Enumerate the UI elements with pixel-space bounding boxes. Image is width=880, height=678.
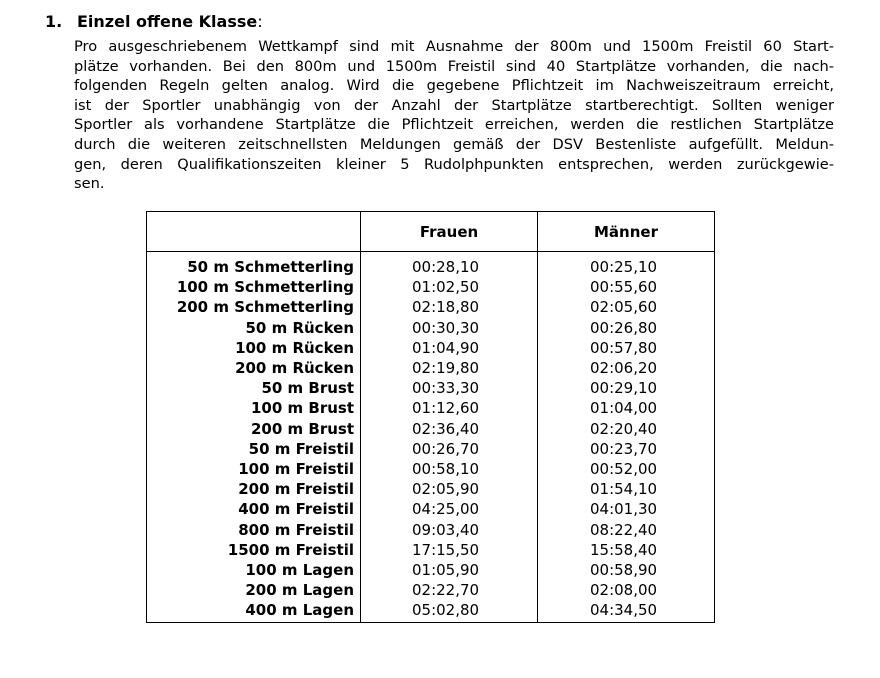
maenner-time-cell: 00:26,80 xyxy=(538,318,715,338)
section-title-colon: : xyxy=(257,12,263,31)
frauen-time-cell: 01:04,90 xyxy=(361,338,538,358)
discipline-cell: 100 m Lagen xyxy=(147,560,361,580)
section-number: 1. xyxy=(45,12,63,31)
discipline-cell: 200 m Schmetterling xyxy=(147,297,361,317)
discipline-cell: 100 m Schmetterling xyxy=(147,277,361,297)
table-row xyxy=(147,277,715,297)
frauen-time-cell: 02:05,90 xyxy=(361,479,538,499)
maenner-time-cell: 00:29,10 xyxy=(538,378,715,398)
table-row xyxy=(147,600,715,622)
table-row xyxy=(147,499,715,519)
discipline-cell: 100 m Rücken xyxy=(147,338,361,358)
maenner-time-cell: 00:57,80 xyxy=(538,338,715,358)
maenner-time-cell: 01:54,10 xyxy=(538,479,715,499)
table-row xyxy=(147,540,715,560)
table-row xyxy=(147,560,715,580)
maenner-time-cell: 00:58,90 xyxy=(538,560,715,580)
frauen-time-cell: 01:02,50 xyxy=(361,277,538,297)
discipline-cell: 800 m Freistil xyxy=(147,520,361,540)
table-row xyxy=(147,252,715,278)
discipline-cell: 200 m Rücken xyxy=(147,358,361,378)
maenner-time-cell: 00:23,70 xyxy=(538,439,715,459)
frauen-time-cell: 02:36,40 xyxy=(361,419,538,439)
frauen-time-cell: 17:15,50 xyxy=(361,540,538,560)
discipline-cell: 50 m Schmetterling xyxy=(147,252,361,278)
body-line: durch die weiteren zeitschnellsten Meldungen gemäß der DSV Bestenliste aufgefüllt. Meldun- xyxy=(74,135,834,153)
discipline-cell: 100 m Freistil xyxy=(147,459,361,479)
body-line: plätze vorhanden. Bei den 800m und 1500m Freistil sind 40 Startplätze vorhanden, die nach- xyxy=(74,57,834,75)
table-row xyxy=(147,479,715,499)
maenner-time-cell: 02:05,60 xyxy=(538,297,715,317)
qualification-times-table xyxy=(146,211,715,623)
body-line: folgenden Regeln gelten analog. Wird die gegebene Pflichtzeit im Nachweiszeitraum erreicht, xyxy=(74,77,834,95)
table-row xyxy=(147,520,715,540)
maenner-time-cell: 02:20,40 xyxy=(538,419,715,439)
discipline-cell: 400 m Freistil xyxy=(147,499,361,519)
frauen-time-cell: 00:28,10 xyxy=(361,252,538,278)
header-frauen: Frauen xyxy=(361,212,538,252)
frauen-time-cell: 02:18,80 xyxy=(361,297,538,317)
frauen-time-cell: 02:19,80 xyxy=(361,358,538,378)
maenner-time-cell: 04:34,50 xyxy=(538,600,715,622)
body-line: Sportler als vorhandene Startplätze die Pflichtzeit erreichen, werden die restlichen Startplätze xyxy=(74,116,834,134)
maenner-time-cell: 08:22,40 xyxy=(538,520,715,540)
frauen-time-cell: 02:22,70 xyxy=(361,580,538,600)
table-row xyxy=(147,439,715,459)
table-row xyxy=(147,398,715,418)
discipline-cell: 50 m Rücken xyxy=(147,318,361,338)
maenner-time-cell: 02:08,00 xyxy=(538,580,715,600)
table-row xyxy=(147,358,715,378)
discipline-cell: 50 m Brust xyxy=(147,378,361,398)
header-maenner: Männer xyxy=(538,212,715,252)
section-body xyxy=(74,37,834,194)
maenner-time-cell: 00:52,00 xyxy=(538,459,715,479)
frauen-time-cell: 04:25,00 xyxy=(361,499,538,519)
discipline-cell: 200 m Freistil xyxy=(147,479,361,499)
section-heading xyxy=(45,12,263,32)
body-line: Pro ausgeschriebenem Wettkampf sind mit Ausnahme der 800m und 1500m Freistil 60 Start- xyxy=(74,38,834,55)
body-line: sen. xyxy=(74,175,105,193)
frauen-time-cell: 05:02,80 xyxy=(361,600,538,622)
maenner-time-cell: 04:01,30 xyxy=(538,499,715,519)
body-line: gen, deren Qualifikationszeiten kleiner 5 Rudolphpunkten entsprechen, werden zurückgewie- xyxy=(74,155,834,173)
maenner-time-cell: 00:55,60 xyxy=(538,277,715,297)
discipline-cell: 400 m Lagen xyxy=(147,600,361,622)
table-row xyxy=(147,338,715,358)
frauen-time-cell: 09:03,40 xyxy=(361,520,538,540)
table-row xyxy=(147,378,715,398)
section-title: Einzel offene Klasse xyxy=(77,12,258,31)
table-header-row xyxy=(147,212,715,252)
frauen-time-cell: 01:12,60 xyxy=(361,398,538,418)
discipline-cell: 100 m Brust xyxy=(147,398,361,418)
maenner-time-cell: 01:04,00 xyxy=(538,398,715,418)
header-discipline xyxy=(147,212,361,252)
maenner-time-cell: 00:25,10 xyxy=(538,252,715,278)
table-row xyxy=(147,580,715,600)
frauen-time-cell: 00:33,30 xyxy=(361,378,538,398)
table-row xyxy=(147,419,715,439)
table-row xyxy=(147,318,715,338)
table-row xyxy=(147,297,715,317)
discipline-cell: 1500 m Freistil xyxy=(147,540,361,560)
frauen-time-cell: 01:05,90 xyxy=(361,560,538,580)
frauen-time-cell: 00:58,10 xyxy=(361,459,538,479)
table-row xyxy=(147,459,715,479)
discipline-cell: 50 m Freistil xyxy=(147,439,361,459)
discipline-cell: 200 m Lagen xyxy=(147,580,361,600)
discipline-cell: 200 m Brust xyxy=(147,419,361,439)
body-line: ist der Sportler unabhängig von der Anzahl der Startplätze startberechtigt. Sollten weniger xyxy=(74,96,834,114)
frauen-time-cell: 00:26,70 xyxy=(361,439,538,459)
frauen-time-cell: 00:30,30 xyxy=(361,318,538,338)
maenner-time-cell: 02:06,20 xyxy=(538,358,715,378)
table-body xyxy=(147,252,715,623)
maenner-time-cell: 15:58,40 xyxy=(538,540,715,560)
